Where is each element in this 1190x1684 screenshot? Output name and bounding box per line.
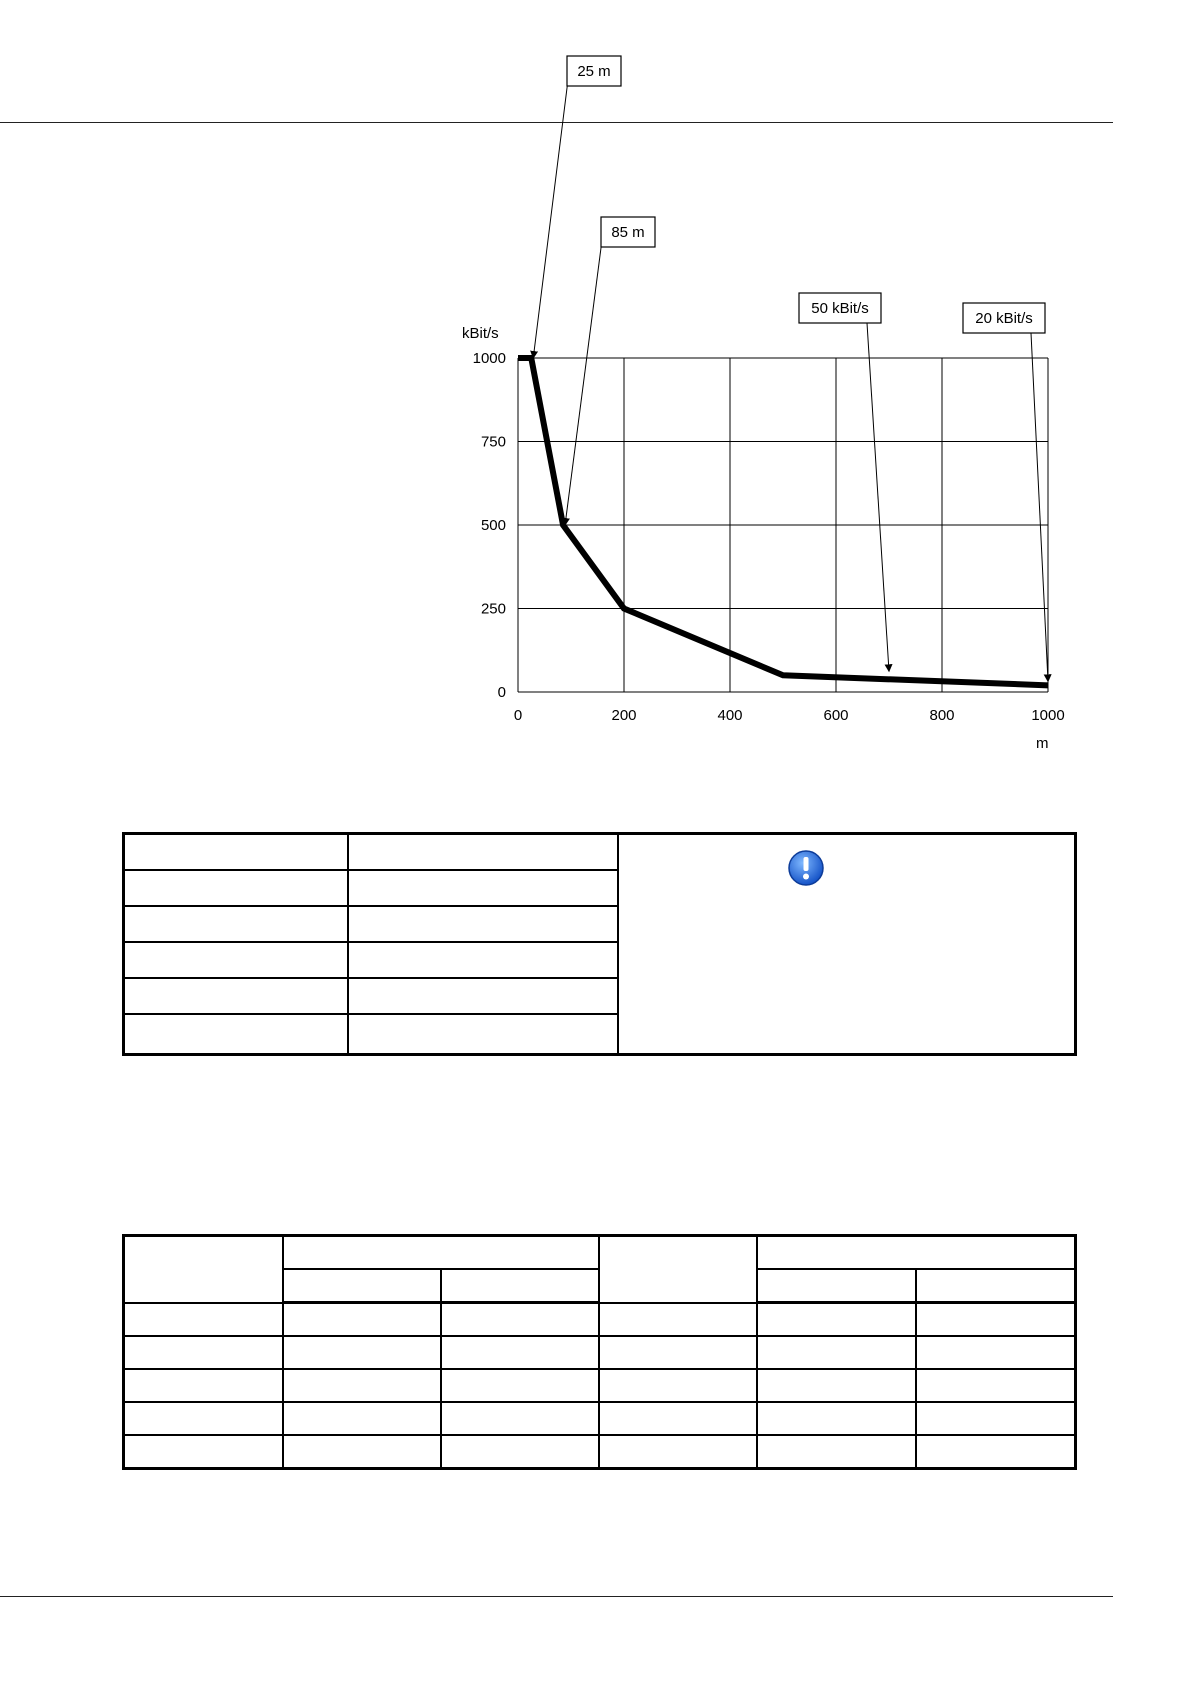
table-cell — [124, 1435, 283, 1469]
table-cell — [124, 834, 348, 871]
table-header-cell — [124, 1236, 283, 1303]
annotation-leader — [533, 56, 571, 358]
series-line — [518, 358, 1048, 685]
annotation-label: 50 kBit/s — [811, 300, 869, 317]
y-axis-label: kBit/s — [462, 325, 499, 342]
x-tick-label: 1000 — [1031, 707, 1065, 724]
table-header-cell — [757, 1236, 1076, 1270]
footer-rule — [0, 1596, 1113, 1597]
table-cell — [599, 1402, 757, 1435]
table-cell — [757, 1402, 916, 1435]
table-cell — [916, 1336, 1076, 1369]
table-cell — [916, 1435, 1076, 1469]
table-cell — [348, 906, 618, 942]
table-cell — [124, 978, 348, 1014]
table-cell — [124, 906, 348, 942]
table-cell — [283, 1435, 441, 1469]
table-cell — [599, 1435, 757, 1469]
table-row — [124, 1303, 1076, 1337]
table-cell — [599, 1336, 757, 1369]
y-tick-label: 0 — [497, 684, 506, 701]
table-row — [124, 834, 1076, 871]
table-cell — [599, 1369, 757, 1402]
table-cell — [441, 1369, 599, 1402]
table-cell — [283, 1369, 441, 1402]
x-tick-label: 0 — [513, 707, 523, 724]
y-tick-label: 250 — [480, 600, 506, 618]
chart-canvas — [440, 63, 1080, 760]
annotation-label: 25 m — [577, 63, 611, 80]
table-header-cell — [599, 1236, 757, 1303]
note-cell — [618, 834, 1076, 1055]
x-tick-label: 600 — [823, 707, 849, 724]
table-cell — [916, 1303, 1076, 1337]
table-row — [124, 1435, 1076, 1469]
x-tick-label: 200 — [611, 707, 637, 724]
table-cell — [283, 1336, 441, 1369]
table-cell — [283, 1303, 441, 1337]
table-cell — [757, 1369, 916, 1402]
table-header-cell — [283, 1269, 441, 1303]
table-row — [124, 1369, 1076, 1402]
table-cell — [124, 1402, 283, 1435]
table-cell — [916, 1402, 1076, 1435]
table-cell — [283, 1402, 441, 1435]
table-row — [124, 1336, 1076, 1369]
table-cell — [348, 978, 618, 1014]
table-cell — [124, 1303, 283, 1337]
table-header-cell — [283, 1236, 599, 1270]
y-tick-label: 500 — [480, 517, 506, 534]
x-tick-label: 800 — [929, 707, 955, 724]
table-header-cell — [916, 1269, 1076, 1303]
x-tick-label: 400 — [717, 707, 743, 724]
bitrate-distance-chart — [440, 63, 1080, 760]
x-axis-label: m — [1036, 735, 1049, 752]
table-cell — [124, 942, 348, 978]
table-cell — [348, 942, 618, 978]
header-rule — [0, 122, 1113, 123]
exclamation-info-icon — [787, 849, 825, 892]
table-cell — [757, 1435, 916, 1469]
annotation-label: 20 kBit/s — [975, 310, 1033, 327]
annotation-label: 85 m — [611, 224, 645, 241]
table-row — [124, 1402, 1076, 1435]
table-header-cell — [441, 1269, 599, 1303]
table-cell — [441, 1402, 599, 1435]
table-cell — [124, 870, 348, 906]
table-cell — [124, 1369, 283, 1402]
table-cell — [348, 1014, 618, 1055]
table-cell — [348, 870, 618, 906]
table-cell — [916, 1369, 1076, 1402]
table-header-row — [124, 1236, 1076, 1270]
table-cell — [124, 1336, 283, 1369]
table-cell — [757, 1303, 916, 1337]
table-cell — [757, 1336, 916, 1369]
spec-table — [122, 1234, 1077, 1470]
table-cell — [124, 1014, 348, 1055]
y-tick-label: 750 — [480, 433, 506, 451]
annotation-leader — [1031, 333, 1048, 681]
table-cell — [441, 1336, 599, 1369]
table-cell — [348, 834, 618, 871]
cable-table — [122, 832, 1077, 1056]
table-cell — [441, 1303, 599, 1337]
y-tick-label: 1000 — [472, 350, 506, 367]
annotation-leader — [565, 217, 605, 525]
table-header-cell — [757, 1269, 916, 1303]
table-cell — [441, 1435, 599, 1469]
annotation-leader — [867, 323, 889, 671]
table-cell — [599, 1303, 757, 1337]
